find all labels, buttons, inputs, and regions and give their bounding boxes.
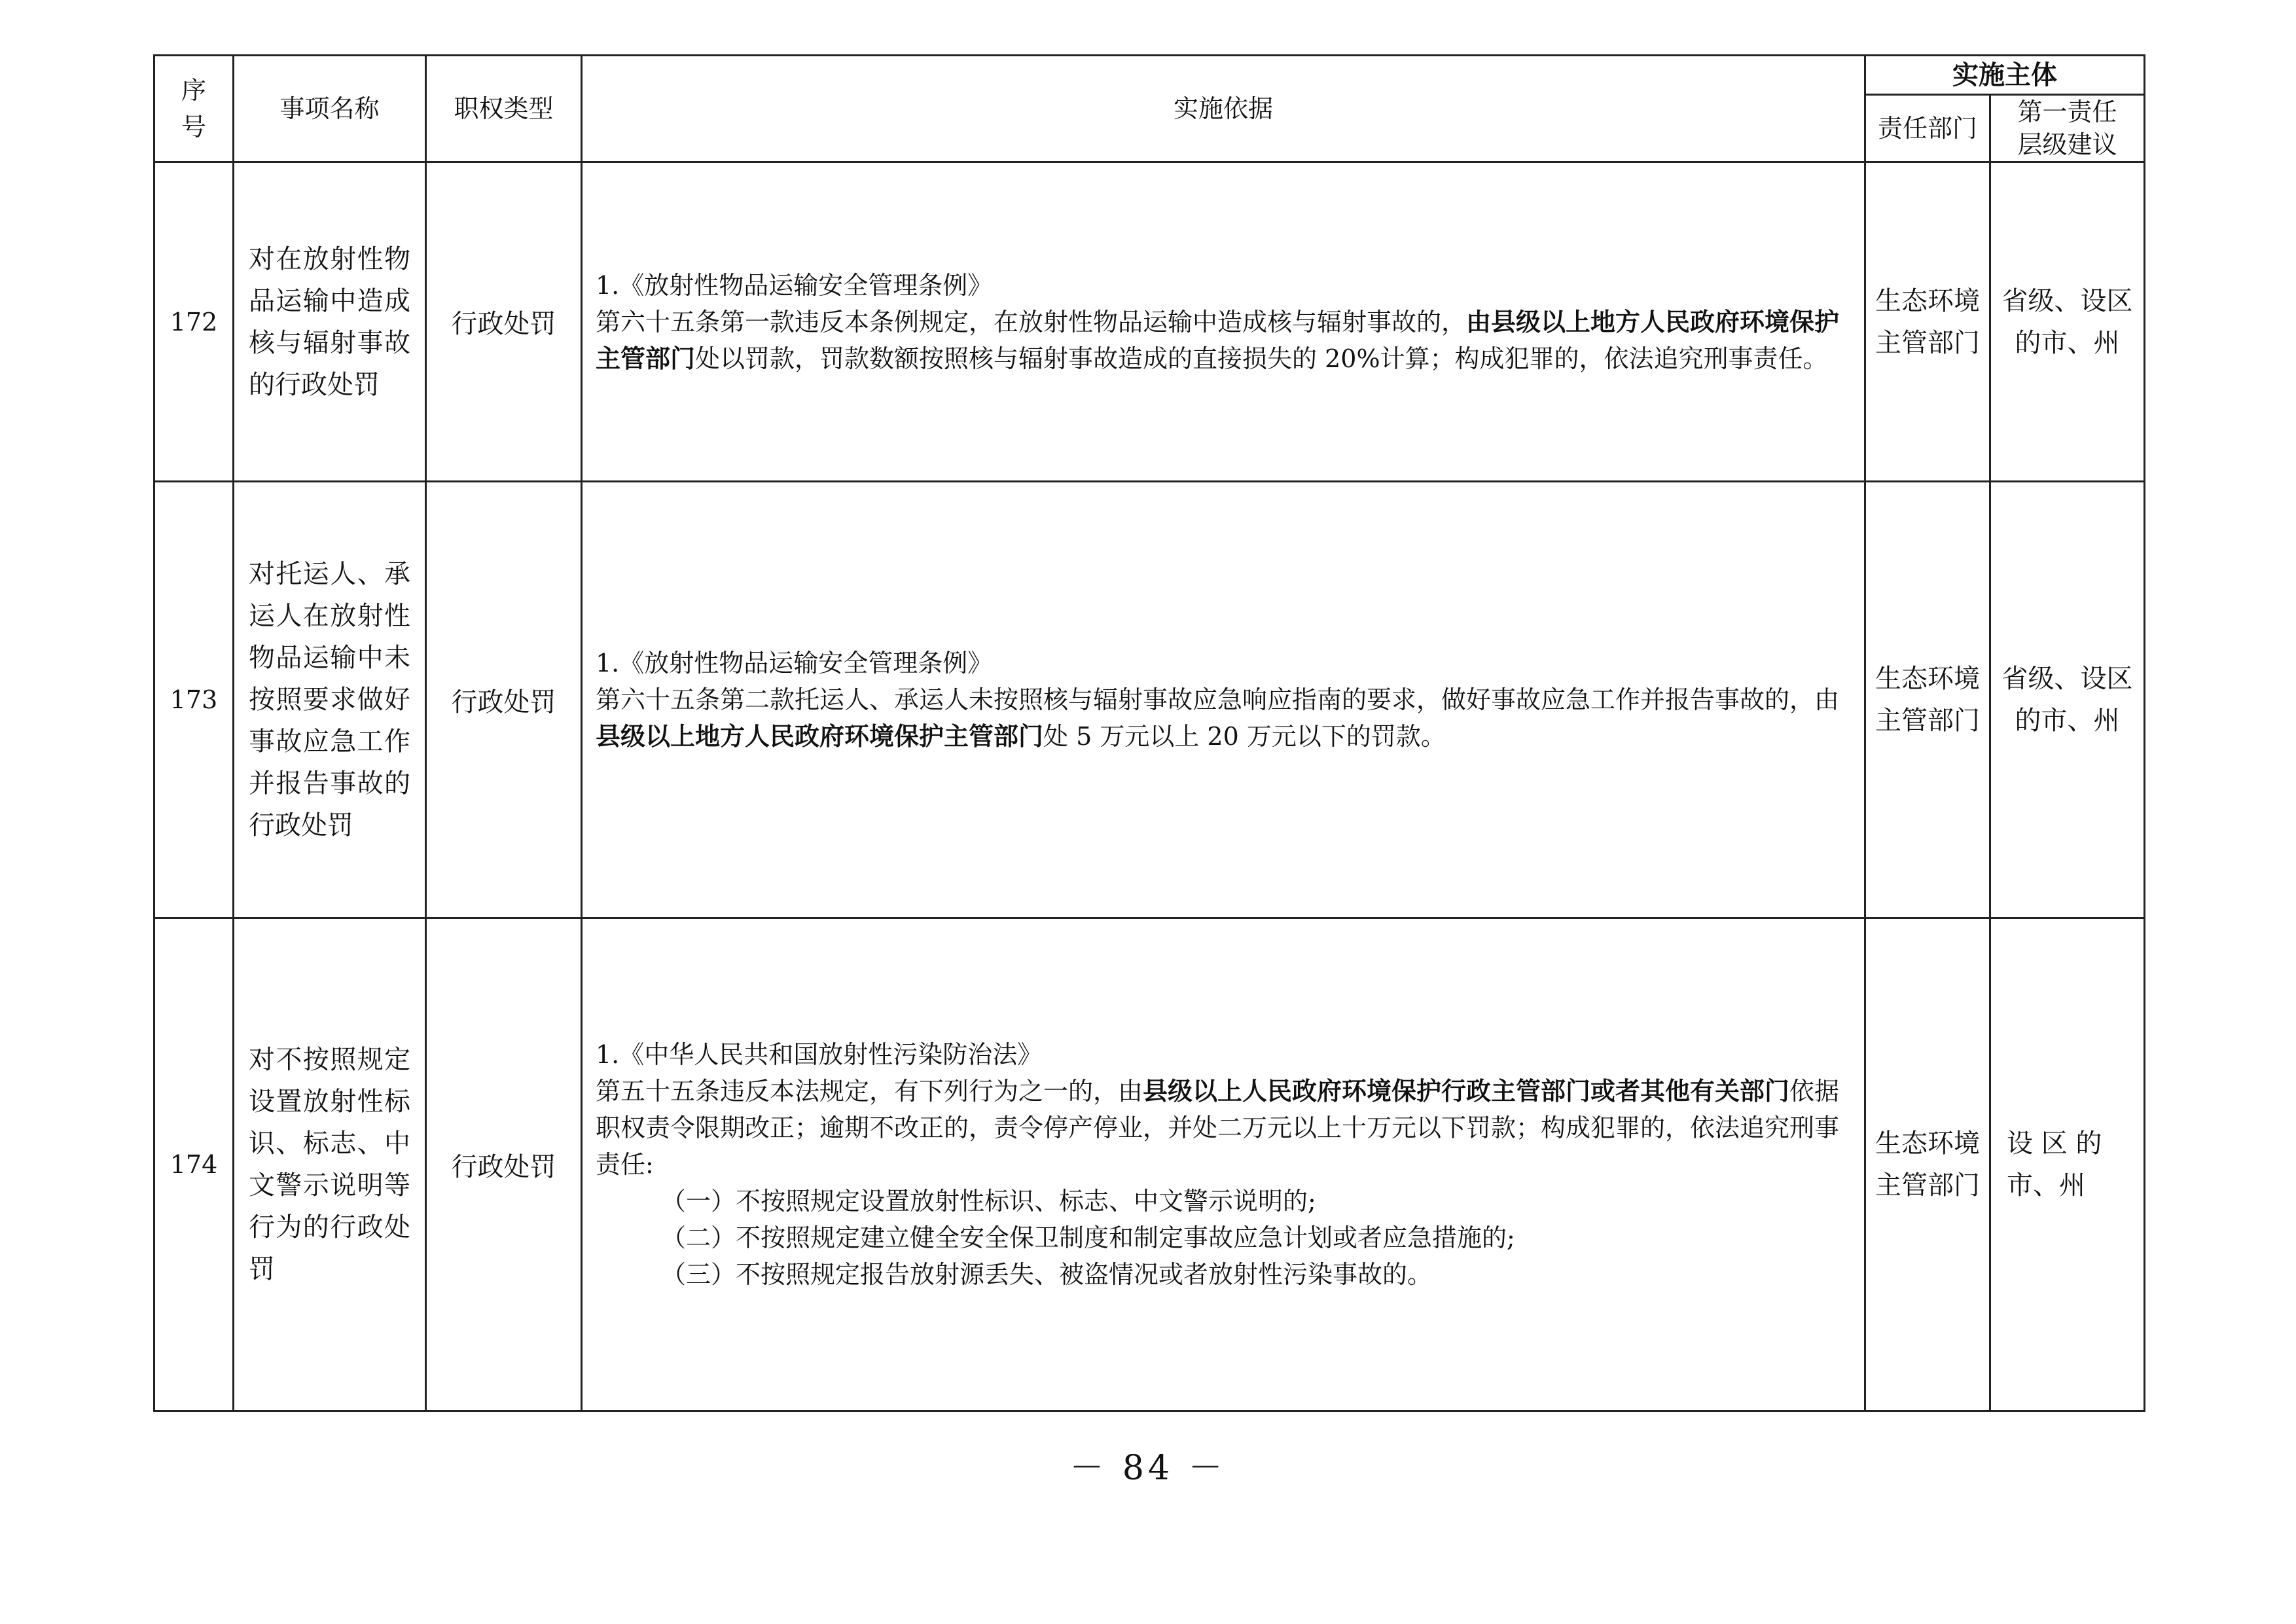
basis-authority: 县级以上地方人民政府环境保护主管部门	[596, 721, 1044, 751]
table-row	[154, 162, 2145, 482]
row-dept: 生态环境主管部门	[1865, 482, 1990, 918]
header-dept: 责任部门	[1865, 95, 1990, 162]
table-row	[154, 918, 2145, 1411]
row-basis	[582, 162, 1865, 482]
basis-item: （三）不按照规定报告放射源丢失、被盗情况或者放射性污染事故的。	[661, 1260, 1433, 1289]
basis-authority: 县级以上人民政府环境保护行政主管部门或者其他有关部门	[1143, 1076, 1790, 1106]
basis-authority: 由县级以上地方人民政府环境保护主管部门	[596, 306, 1840, 373]
basis-text-cont: 处以罚款，罚款数额按照核与辐射事故造成的直接损失的 20%计算；构成犯罪的，依法追究刑事责任。	[695, 344, 1828, 373]
header-type: 职权类型	[426, 56, 582, 162]
row-seq: 173	[154, 482, 234, 918]
basis-text-cont: 依据职权责令限期改正；逾期不改正的，责令停产停业，并处二万元以上十万元以下罚款；构成犯罪的，依法追究刑事责任:	[596, 1077, 1840, 1179]
row-type: 行政处罚	[426, 162, 582, 482]
basis-text: 第六十五条第二款托运人、承运人未按照核与辐射事故应急响应指南的要求，做好事故应急工作并报告事故的，由	[596, 685, 1840, 714]
header-name: 事项名称	[234, 56, 426, 162]
basis-text: 第六十五条第一款违反本条例规定，在放射性物品运输中造成核与辐射事故的，	[596, 307, 1467, 336]
row-type: 行政处罚	[426, 482, 582, 918]
basis-title: 1.《中华人民共和国放射性污染防治法》	[596, 1040, 1043, 1069]
page-number: － 84 －	[1069, 1449, 1227, 1488]
row-basis	[582, 918, 1865, 1411]
header-seq: 序号	[154, 56, 234, 162]
row-basis	[582, 482, 1865, 918]
row-level: 省级、设区的市、州	[1990, 482, 2145, 918]
row-level: 设 区 的市、州	[1990, 918, 2145, 1411]
row-seq: 174	[154, 918, 234, 1411]
basis-item: （一）不按照规定设置放射性标识、标志、中文警示说明的;	[661, 1187, 1316, 1216]
header-basis: 实施依据	[582, 56, 1865, 162]
basis-text: 第五十五条违反本法规定，有下列行为之一的，由	[596, 1077, 1143, 1106]
row-dept: 生态环境主管部门	[1865, 162, 1990, 482]
row-dept: 生态环境主管部门	[1865, 918, 1990, 1411]
row-name: 对在放射性物品运输中造成核与辐射事故的行政处罚	[234, 162, 426, 482]
row-name: 对不按照规定设置放射性标识、标志、中文警示说明等行为的行政处罚	[234, 918, 426, 1411]
basis-title: 1.《放射性物品运输安全管理条例》	[596, 270, 993, 300]
authority-table	[153, 54, 2145, 1412]
header-level: 第一责任层级建议	[1990, 95, 2145, 162]
basis-text-cont: 处 5 万元以上 20 万元以下的罚款。	[1043, 722, 1446, 751]
row-type: 行政处罚	[426, 918, 582, 1411]
basis-item: （二）不按照规定建立健全安全保卫制度和制定事故应急计划或者应急措施的;	[661, 1223, 1515, 1252]
row-seq: 172	[154, 162, 234, 482]
basis-title: 1.《放射性物品运输安全管理条例》	[596, 649, 993, 677]
row-name: 对托运人、承运人在放射性物品运输中未按照要求做好事故应急工作并报告事故的行政处罚	[234, 482, 426, 918]
row-level: 省级、设区的市、州	[1990, 162, 2145, 482]
header-subject: 实施主体	[1865, 56, 2145, 95]
table-row	[154, 482, 2145, 918]
